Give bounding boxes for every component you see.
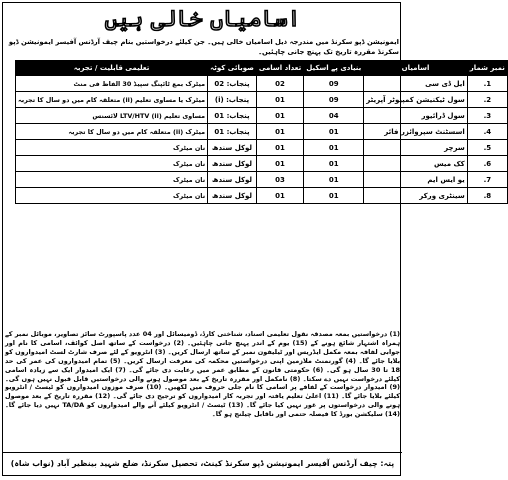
col-header-quota: صوبائی کوٹہ — [208, 61, 257, 76]
quota-cell: لوکل سندھ — [208, 140, 257, 156]
scale-cell: 01 — [304, 124, 364, 140]
ad-title: اسامیاں خالی ہیں — [104, 6, 301, 32]
col-header-scale: بنیادی پے اسکیل — [304, 61, 364, 76]
count-cell: 01 — [256, 156, 303, 172]
condition-item: (11) اعلیٰ تعلیم یافتہ اور تجربہ کار امیدواروں کو ترجیح دی جائے گی۔ — [112, 392, 339, 401]
col-header-serial: نمبر شمار — [467, 61, 507, 76]
table-row — [16, 156, 508, 172]
terms-and-conditions — [5, 330, 400, 445]
quota-cell: پنجاب: (i) — [208, 92, 257, 108]
table-row — [16, 92, 508, 108]
table-row — [16, 172, 508, 188]
col-header-post: اسامیاں — [364, 61, 467, 76]
quota-cell: لوکل سندھ — [208, 188, 257, 204]
quota-cell: پنجاب: 01 — [208, 108, 257, 124]
count-cell: 01 — [256, 124, 303, 140]
condition-item: (12) مقررہ تاریخ کے بعد موصول ہونے والی درخواستوں پر غور نہیں کیا جائے گا۔ — [5, 392, 400, 410]
scale-cell: 01 — [304, 140, 364, 156]
serial-cell: 1. — [467, 76, 507, 92]
post-cell: سول ڈرائیور — [364, 108, 467, 124]
qualification-cell: میٹرک یا مساوی تعلیم (ii) متعلقہ کام میں دو سال کا تجربہ — [16, 92, 208, 108]
quota-cell: پنجاب: 02 — [208, 76, 257, 92]
condition-item: (7) ایک امیدوار ایک سے زیادہ اسامی کیلئے درخواست نہیں دے سکتا۔ — [5, 365, 400, 383]
condition-item: (1) درخواستیں بمعہ مصدقہ نقول تعلیمی اسناد، شناختی کارڈ، ڈومیسائل اور 04 عدد پاسپورٹ سائز تصاویر، موبائل نمبر کے ہمراہ اشتہار شائع ہونے کے (15) یوم کے اندر پہنچ جانی چاہئیں۔ — [5, 330, 401, 347]
qualification-cell: نان میٹرک — [16, 172, 208, 188]
count-cell: 01 — [256, 188, 303, 204]
scale-cell: 01 — [304, 156, 364, 172]
condition-item: (5) تمام امیدواروں کی عمر کی حد 18 تا 30 سال ہو گی۔ — [5, 356, 401, 374]
scale-cell: 01 — [304, 172, 364, 188]
post-cell: ایل ڈی سی — [364, 76, 467, 92]
table-row — [16, 124, 508, 140]
scale-cell: 01 — [304, 188, 364, 204]
count-cell: 01 — [256, 92, 303, 108]
count-cell: 03 — [256, 172, 303, 188]
serial-cell: 8. — [467, 188, 507, 204]
qualification-cell: میٹرک (ii) متعلقہ کام میں دو سال کا تجربہ — [16, 124, 208, 140]
quota-cell: لوکل سندھ — [208, 172, 257, 188]
qualification-cell: میٹرک بمع ٹائپنگ سپیڈ 30 الفاظ فی منٹ — [16, 76, 208, 92]
post-cell: سرچر — [364, 140, 467, 156]
count-cell: 02 — [256, 76, 303, 92]
scale-cell: 09 — [304, 92, 364, 108]
post-cell: سول ٹیکنیشن کمپیوٹر آپریٹر — [364, 92, 467, 108]
count-cell: 01 — [256, 108, 303, 124]
table-row — [16, 140, 508, 156]
col-header-qualification: تعلیمی قابلیت / تجربہ — [16, 61, 208, 76]
qualification-cell: مساوی تعلیم (ii) LTV/HTV لائسنس — [16, 108, 208, 124]
serial-cell: 4. — [467, 124, 507, 140]
condition-item: (6) حکومتی قانون کے مطابق عمر میں رعایت دی جائے گی۔ — [128, 365, 324, 374]
condition-item: (2) درخواست کے ساتھ اصل کوائف، اسامی کا نام اور جوابی لفافہ بمعہ مکمل ایڈریس اور ٹیلیفون نمبر کے ساتھ ارسال کریں۔ — [5, 338, 400, 356]
address-footer: پتہ: چیف آرڈنس آفیسر ایمونیشن ڈپو سکرنڈ کینٹ، تحصیل سکرنڈ، ضلع شہید بینظیر آباد (نواب شاہ) — [3, 452, 402, 474]
scale-cell: 04 — [304, 108, 364, 124]
qualification-cell: نان میٹرک — [16, 188, 208, 204]
qualification-cell: نان میٹرک — [16, 140, 208, 156]
condition-item: (8) نامکمل اور مقررہ تاریخ کے بعد موصول ہونے والی درخواستیں قابل قبول نہیں ہوں گی۔ — [5, 374, 301, 383]
condition-item: (14) سلیکشن بورڈ کا فیصلہ حتمی اور ناقابل چیلنج ہو گا۔ — [211, 410, 400, 419]
quota-cell: پنجاب: 01 — [208, 124, 257, 140]
vacancies-table — [15, 60, 508, 204]
condition-item: (3) انٹرویو کے لئے صرف شارٹ لسٹ امیدواروں کو بلایا جائے گا۔ — [5, 347, 401, 365]
intro-paragraph: ایمونیشن ڈپو سکرنڈ میں مندرجہ ذیل اسامیاں خالی ہیں۔ جن کیلئے درخواستیں بنام چیف آرڈنس آفیسر ایمونیشن ڈپو سکرنڈ مقررہ تاریخ تک پہنچ جانی چاہئیں۔ — [8, 38, 399, 56]
title-banner — [95, 4, 310, 34]
serial-cell: 2. — [467, 92, 507, 108]
qualification-cell: نان میٹرک — [16, 156, 208, 172]
table-row — [16, 188, 508, 204]
table-row — [16, 76, 508, 92]
post-cell: یو ایس ایم — [364, 172, 467, 188]
count-cell: 01 — [256, 140, 303, 156]
condition-item: (4) گورنمنٹ ملازمین اپنی درخواستیں محکمہ کی معرفت ارسال کریں۔ — [123, 356, 356, 365]
post-cell: اسسٹنٹ سپروائزر فائر — [364, 124, 467, 140]
serial-cell: 5. — [467, 140, 507, 156]
post-cell: کک میس — [364, 156, 467, 172]
condition-item: (13) ٹیسٹ / انٹرویو کیلئے آنے والے امیدواروں کو TA/DA نہیں دیا جائے گا۔ — [5, 401, 244, 410]
condition-item: (9) امیدوار درخواست کے لفافے پر اسامی کا نام جلی حروف میں لکھیں۔ — [164, 383, 400, 392]
table-header-row — [16, 61, 508, 76]
col-header-count: تعداد اسامی — [256, 61, 303, 76]
condition-item: (10) صرف موزوں امیدواروں کو ٹیسٹ / انٹرویو کیلئے بلایا جائے گا۔ — [5, 383, 400, 401]
scale-cell: 09 — [304, 76, 364, 92]
quota-cell: لوکل سندھ — [208, 156, 257, 172]
table-row — [16, 108, 508, 124]
post-cell: سینٹری ورکر — [364, 188, 467, 204]
serial-cell: 7. — [467, 172, 507, 188]
serial-cell: 6. — [467, 156, 507, 172]
serial-cell: 3. — [467, 108, 507, 124]
